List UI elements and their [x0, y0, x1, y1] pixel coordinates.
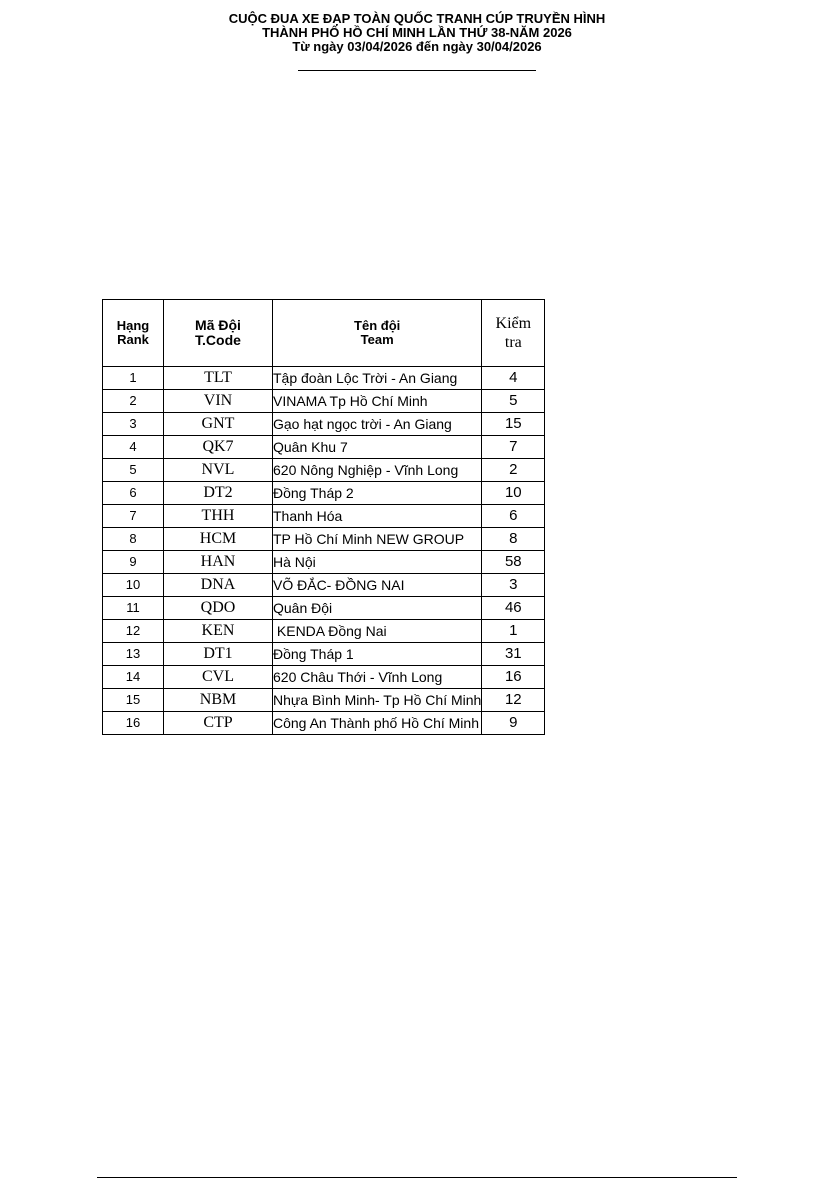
rank-cell: 16	[103, 712, 164, 735]
check-cell: 10	[482, 482, 545, 505]
team-code-cell: HCM	[164, 528, 273, 551]
check-column-header: Kiểm tra	[482, 300, 545, 367]
team-code-cell: THH	[164, 505, 273, 528]
team-name-cell: Tập đoàn Lộc Trời - An Giang	[273, 367, 482, 390]
check-cell: 7	[482, 436, 545, 459]
team-code-cell: DNA	[164, 574, 273, 597]
team-name-cell: 620 Nông Nghiệp - Vĩnh Long	[273, 459, 482, 482]
check-cell: 31	[482, 643, 545, 666]
rank-cell: 10	[103, 574, 164, 597]
team-code-cell: NBM	[164, 689, 273, 712]
team-code-cell: NVL	[164, 459, 273, 482]
team-name-cell: Công An Thành phố Hồ Chí Minh	[273, 712, 482, 735]
team-name-cell: Hà Nội	[273, 551, 482, 574]
check-cell: 46	[482, 597, 545, 620]
table-row	[103, 482, 545, 505]
team-code-cell: HAN	[164, 551, 273, 574]
team-code-cell: CVL	[164, 666, 273, 689]
team-code-cell: KEN	[164, 620, 273, 643]
table-header-row	[103, 300, 545, 367]
check-cell: 5	[482, 390, 545, 413]
check-cell: 15	[482, 413, 545, 436]
team-name-cell: Đồng Tháp 1	[273, 643, 482, 666]
table-row	[103, 620, 545, 643]
check-cell: 2	[482, 459, 545, 482]
rank-cell: 14	[103, 666, 164, 689]
team-name-cell: 620 Châu Thới - Vĩnh Long	[273, 666, 482, 689]
team-name-cell: TP Hồ Chí Minh NEW GROUP	[273, 528, 482, 551]
team-name-cell: Đồng Tháp 2	[273, 482, 482, 505]
team-code-cell: QDO	[164, 597, 273, 620]
team-name-cell: Gạo hạt ngọc trời - An Giang	[273, 413, 482, 436]
team-name-cell: Nhựa Bình Minh- Tp Hồ Chí Minh	[273, 689, 482, 712]
rank-cell: 13	[103, 643, 164, 666]
table-row	[103, 413, 545, 436]
table-row	[103, 597, 545, 620]
table-row	[103, 551, 545, 574]
header-title-line-2: THÀNH PHỐ HỒ CHÍ MINH LẦN THỨ 38-NĂM 2026	[262, 25, 572, 40]
team-code-cell: VIN	[164, 390, 273, 413]
rank-cell: 3	[103, 413, 164, 436]
table-row	[103, 390, 545, 413]
table-row	[103, 666, 545, 689]
team-name-cell: Quân Đội	[273, 597, 482, 620]
table-row	[103, 436, 545, 459]
team-name-column-header: Tên đội Team	[273, 300, 482, 367]
team-code-cell: GNT	[164, 413, 273, 436]
table-row	[103, 643, 545, 666]
check-cell: 16	[482, 666, 545, 689]
team-name-cell: VÕ ĐẮC- ĐỒNG NAI	[273, 574, 482, 597]
team-name-cell: VINAMA Tp Hồ Chí Minh	[273, 390, 482, 413]
check-cell: 9	[482, 712, 545, 735]
header-date-range: Từ ngày 03/04/2026 đến ngày 30/04/2026	[292, 39, 542, 54]
check-cell: 8	[482, 528, 545, 551]
team-name-cell: Quân Khu 7	[273, 436, 482, 459]
team-code-cell: CTP	[164, 712, 273, 735]
check-cell: 1	[482, 620, 545, 643]
check-cell: 4	[482, 367, 545, 390]
header-underline	[298, 70, 536, 71]
rank-cell: 9	[103, 551, 164, 574]
table-row	[103, 528, 545, 551]
rank-cell: 1	[103, 367, 164, 390]
rank-cell: 12	[103, 620, 164, 643]
check-cell: 6	[482, 505, 545, 528]
table-row	[103, 689, 545, 712]
rank-column-header: Hạng Rank	[103, 300, 164, 367]
team-code-cell: TLT	[164, 367, 273, 390]
team-code-cell: DT2	[164, 482, 273, 505]
rank-cell: 8	[103, 528, 164, 551]
team-code-cell: QK7	[164, 436, 273, 459]
rank-cell: 4	[103, 436, 164, 459]
rank-cell: 2	[103, 390, 164, 413]
footer-divider	[97, 1177, 737, 1178]
rank-cell: 11	[103, 597, 164, 620]
document-header	[0, 12, 834, 54]
table-row	[103, 712, 545, 735]
team-code-cell: DT1	[164, 643, 273, 666]
team-name-cell: KENDA Đồng Nai	[273, 620, 482, 643]
check-cell: 12	[482, 689, 545, 712]
rank-cell: 7	[103, 505, 164, 528]
team-standings-table	[102, 299, 545, 735]
table-row	[103, 505, 545, 528]
team-code-column-header: Mã Đội T.Code	[164, 300, 273, 367]
rank-cell: 15	[103, 689, 164, 712]
rank-cell: 5	[103, 459, 164, 482]
rank-cell: 6	[103, 482, 164, 505]
table-row	[103, 459, 545, 482]
check-cell: 3	[482, 574, 545, 597]
table-row	[103, 367, 545, 390]
team-name-cell: Thanh Hóa	[273, 505, 482, 528]
header-title-line-1: CUỘC ĐUA XE ĐẠP TOÀN QUỐC TRANH CÚP TRUYỀN HÌNH	[228, 11, 606, 26]
table-body	[103, 367, 545, 735]
check-cell: 58	[482, 551, 545, 574]
table-row	[103, 574, 545, 597]
